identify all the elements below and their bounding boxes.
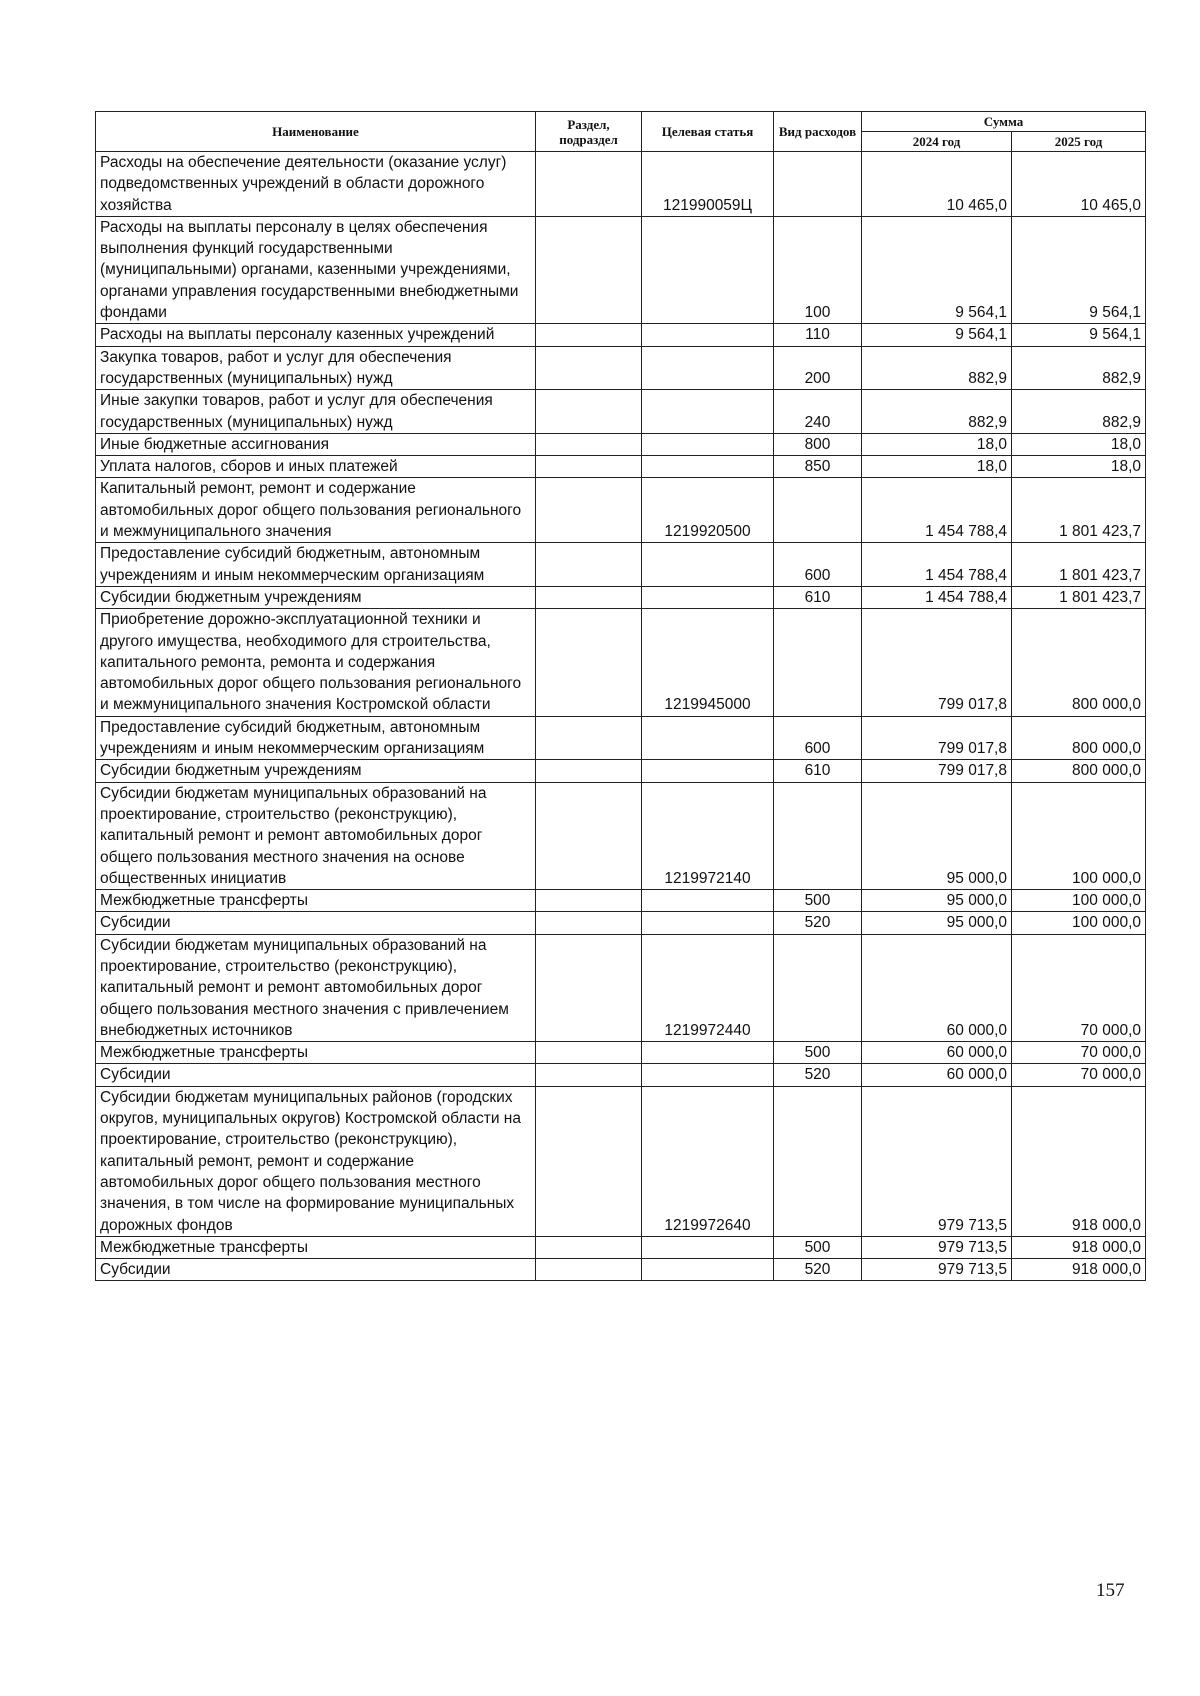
table-row (96, 1086, 1146, 1236)
cell-sum-2024: 799 017,8 (862, 760, 1012, 782)
cell-sum-2024: 799 017,8 (862, 609, 1012, 716)
header-year-2024: 2024 год (862, 132, 1012, 152)
cell-sum-2025: 100 000,0 (1012, 890, 1146, 912)
cell-sum-2024: 1 454 788,4 (862, 478, 1012, 543)
cell-expense-type: 600 (774, 543, 862, 587)
cell-sum-2025: 1 801 423,7 (1012, 586, 1146, 608)
table-row (96, 1064, 1146, 1086)
cell-target (642, 1236, 774, 1258)
cell-section (536, 890, 642, 912)
cell-name: Межбюджетные трансферты (96, 1236, 536, 1258)
cell-target: 1219920500 (642, 478, 774, 543)
cell-name: Межбюджетные трансферты (96, 890, 536, 912)
cell-target: 121990059Ц (642, 152, 774, 217)
cell-expense-type: 600 (774, 716, 862, 760)
cell-target (642, 716, 774, 760)
cell-target (642, 586, 774, 608)
cell-name: Уплата налогов, сборов и иных платежей (96, 456, 536, 478)
cell-sum-2024: 799 017,8 (862, 716, 1012, 760)
cell-expense-type (774, 782, 862, 889)
cell-sum-2024: 18,0 (862, 433, 1012, 455)
cell-sum-2024: 10 465,0 (862, 152, 1012, 217)
cell-target (642, 1259, 774, 1281)
cell-sum-2025: 918 000,0 (1012, 1259, 1146, 1281)
cell-name: Субсидии (96, 1064, 536, 1086)
cell-sum-2024: 979 713,5 (862, 1086, 1012, 1236)
cell-section (536, 433, 642, 455)
cell-sum-2025: 70 000,0 (1012, 1042, 1146, 1064)
table-row (96, 324, 1146, 346)
cell-target (642, 543, 774, 587)
table-row (96, 1259, 1146, 1281)
header-expense-type: Вид расходов (774, 112, 862, 152)
cell-sum-2025: 800 000,0 (1012, 609, 1146, 716)
cell-name: Расходы на выплаты персоналу в целях обеспечения выполнения функций государственными (муниципальными) органами, казенными учреждениями, органами управления государственными внебюджетными фондами (96, 216, 536, 323)
cell-sum-2024: 882,9 (862, 390, 1012, 434)
cell-sum-2025: 918 000,0 (1012, 1236, 1146, 1258)
cell-sum-2025: 18,0 (1012, 456, 1146, 478)
cell-section (536, 782, 642, 889)
cell-sum-2025: 100 000,0 (1012, 912, 1146, 934)
cell-name: Иные бюджетные ассигнования (96, 433, 536, 455)
cell-expense-type: 110 (774, 324, 862, 346)
header-sum: Сумма (862, 112, 1146, 132)
cell-expense-type: 100 (774, 216, 862, 323)
cell-name: Субсидии бюджетным учреждениям (96, 760, 536, 782)
table-row (96, 760, 1146, 782)
cell-name: Межбюджетные трансферты (96, 1042, 536, 1064)
cell-expense-type: 240 (774, 390, 862, 434)
cell-target: 1219945000 (642, 609, 774, 716)
cell-sum-2024: 95 000,0 (862, 782, 1012, 889)
cell-sum-2025: 800 000,0 (1012, 760, 1146, 782)
cell-section (536, 324, 642, 346)
cell-sum-2024: 1 454 788,4 (862, 586, 1012, 608)
cell-sum-2025: 9 564,1 (1012, 324, 1146, 346)
cell-sum-2024: 95 000,0 (862, 912, 1012, 934)
cell-target: 1219972140 (642, 782, 774, 889)
cell-section (536, 390, 642, 434)
header-year-2025: 2025 год (1012, 132, 1146, 152)
cell-expense-type: 520 (774, 912, 862, 934)
cell-name: Субсидии бюджетным учреждениям (96, 586, 536, 608)
cell-sum-2025: 1 801 423,7 (1012, 478, 1146, 543)
cell-target (642, 1042, 774, 1064)
cell-expense-type: 500 (774, 890, 862, 912)
cell-sum-2025: 882,9 (1012, 346, 1146, 390)
cell-sum-2025: 918 000,0 (1012, 1086, 1146, 1236)
cell-section (536, 934, 642, 1041)
cell-name: Приобретение дорожно-эксплуатационной техники и другого имущества, необходимого для строительства, капитального ремонта, ремонта и содержания автомобильных дорог общего пользования регионального и межмуниципального значения Костромской области (96, 609, 536, 716)
cell-target (642, 390, 774, 434)
cell-expense-type: 610 (774, 760, 862, 782)
cell-sum-2024: 18,0 (862, 456, 1012, 478)
header-target: Целевая статья (642, 112, 774, 152)
cell-target (642, 433, 774, 455)
cell-section (536, 912, 642, 934)
cell-expense-type: 200 (774, 346, 862, 390)
cell-target: 1219972440 (642, 934, 774, 1041)
cell-sum-2025: 10 465,0 (1012, 152, 1146, 217)
cell-section (536, 760, 642, 782)
cell-target (642, 456, 774, 478)
cell-sum-2025: 70 000,0 (1012, 1064, 1146, 1086)
table-row (96, 609, 1146, 716)
cell-section (536, 1236, 642, 1258)
cell-section (536, 1086, 642, 1236)
header-section: Раздел, подраздел (536, 112, 642, 152)
cell-name: Расходы на обеспечение деятельности (оказание услуг) подведомственных учреждений в области дорожного хозяйства (96, 152, 536, 217)
table-row (96, 216, 1146, 323)
cell-sum-2024: 9 564,1 (862, 216, 1012, 323)
cell-expense-type: 520 (774, 1259, 862, 1281)
table-row (96, 934, 1146, 1041)
cell-target (642, 760, 774, 782)
table-row (96, 1042, 1146, 1064)
table-row (96, 1236, 1146, 1258)
cell-section (536, 543, 642, 587)
cell-sum-2024: 60 000,0 (862, 1064, 1012, 1086)
cell-section (536, 1042, 642, 1064)
cell-section (536, 1064, 642, 1086)
table-row (96, 433, 1146, 455)
table-row (96, 890, 1146, 912)
cell-name: Расходы на выплаты персоналу казенных учреждений (96, 324, 536, 346)
cell-sum-2024: 979 713,5 (862, 1236, 1012, 1258)
cell-name: Капитальный ремонт, ремонт и содержание автомобильных дорог общего пользования регионального и межмуниципального значения (96, 478, 536, 543)
cell-name: Субсидии бюджетам муниципальных образований на проектирование, строительство (реконструкцию), капитальный ремонт и ремонт автомобильных дорог общего пользования местного значения с привлечением внебюджетных источников (96, 934, 536, 1041)
budget-table (95, 111, 1146, 1281)
cell-section (536, 586, 642, 608)
table-row (96, 346, 1146, 390)
cell-section (536, 478, 642, 543)
cell-target (642, 216, 774, 323)
cell-section (536, 1259, 642, 1281)
cell-name: Субсидии (96, 1259, 536, 1281)
cell-name: Субсидии бюджетам муниципальных районов (городских округов, муниципальных округов) Костромской области на проектирование, строительство (реконструкцию), капитальный ремонт, ремонт и содержание автомобильных дорог общего пользования местного значения, в том числе на формирование муниципальных дорожных фондов (96, 1086, 536, 1236)
cell-target (642, 324, 774, 346)
cell-target: 1219972640 (642, 1086, 774, 1236)
cell-expense-type: 520 (774, 1064, 862, 1086)
table-row (96, 586, 1146, 608)
page-number: 157 (1096, 1580, 1125, 1601)
cell-target (642, 890, 774, 912)
cell-section (536, 152, 642, 217)
cell-sum-2025: 100 000,0 (1012, 782, 1146, 889)
table-row (96, 543, 1146, 587)
cell-sum-2024: 979 713,5 (862, 1259, 1012, 1281)
cell-expense-type: 610 (774, 586, 862, 608)
table-row (96, 716, 1146, 760)
cell-expense-type: 500 (774, 1236, 862, 1258)
cell-expense-type (774, 934, 862, 1041)
cell-expense-type (774, 609, 862, 716)
header-row-1 (96, 112, 1146, 132)
table-row (96, 456, 1146, 478)
cell-sum-2024: 9 564,1 (862, 324, 1012, 346)
cell-name: Субсидии бюджетам муниципальных образований на проектирование, строительство (реконструкцию), капитальный ремонт и ремонт автомобильных дорог общего пользования местного значения на основе общественных инициатив (96, 782, 536, 889)
cell-name: Предоставление субсидий бюджетным, автономным учреждениям и иным некоммерческим организациям (96, 543, 536, 587)
cell-sum-2024: 882,9 (862, 346, 1012, 390)
cell-section (536, 716, 642, 760)
cell-sum-2025: 18,0 (1012, 433, 1146, 455)
cell-target (642, 912, 774, 934)
cell-sum-2024: 60 000,0 (862, 934, 1012, 1041)
cell-expense-type: 800 (774, 433, 862, 455)
cell-sum-2024: 60 000,0 (862, 1042, 1012, 1064)
cell-sum-2025: 882,9 (1012, 390, 1146, 434)
table-body (96, 152, 1146, 1281)
header-name: Наименование (96, 112, 536, 152)
cell-expense-type (774, 478, 862, 543)
table-row (96, 782, 1146, 889)
cell-section (536, 609, 642, 716)
cell-sum-2025: 800 000,0 (1012, 716, 1146, 760)
cell-expense-type (774, 1086, 862, 1236)
table-row (96, 912, 1146, 934)
cell-name: Закупка товаров, работ и услуг для обеспечения государственных (муниципальных) нужд (96, 346, 536, 390)
cell-expense-type: 500 (774, 1042, 862, 1064)
cell-name: Субсидии (96, 912, 536, 934)
cell-sum-2025: 9 564,1 (1012, 216, 1146, 323)
cell-sum-2024: 95 000,0 (862, 890, 1012, 912)
table-row (96, 390, 1146, 434)
cell-target (642, 1064, 774, 1086)
cell-sum-2025: 1 801 423,7 (1012, 543, 1146, 587)
cell-section (536, 346, 642, 390)
cell-section (536, 216, 642, 323)
cell-expense-type: 850 (774, 456, 862, 478)
cell-name: Предоставление субсидий бюджетным, автономным учреждениям и иным некоммерческим организациям (96, 716, 536, 760)
cell-sum-2024: 1 454 788,4 (862, 543, 1012, 587)
cell-expense-type (774, 152, 862, 217)
cell-name: Иные закупки товаров, работ и услуг для обеспечения государственных (муниципальных) нужд (96, 390, 536, 434)
table-row (96, 152, 1146, 217)
cell-target (642, 346, 774, 390)
cell-sum-2025: 70 000,0 (1012, 934, 1146, 1041)
cell-section (536, 456, 642, 478)
table-row (96, 478, 1146, 543)
